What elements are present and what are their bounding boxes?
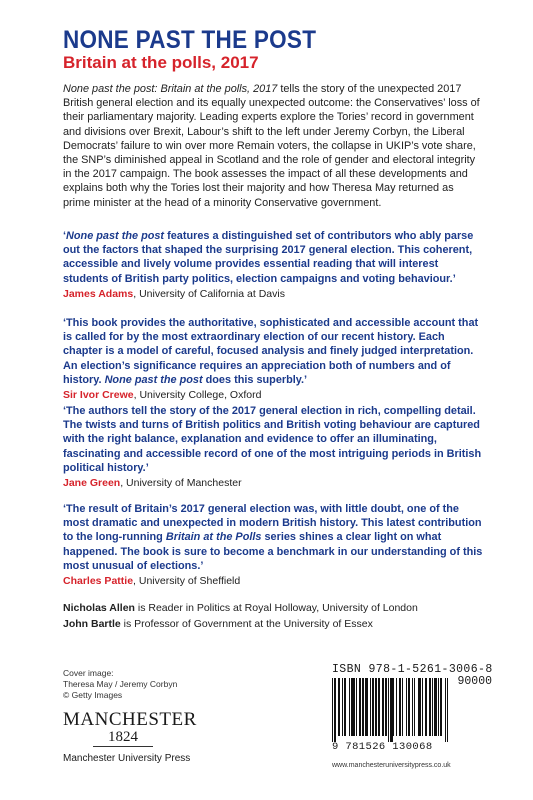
endorser-institution: , University of California at Davis: [133, 287, 285, 300]
quote-text: features a distinguished set of contributors who ably parse out the factors that shaped the surprising 2017 general election. This coherent, accessible and lively volume provides essential reading that will interest students of British party politics, election campaigns and voting behaviour.’: [63, 230, 474, 285]
publisher-name: Manchester University Press: [63, 753, 191, 764]
quote-tail: does this superbly.’: [202, 373, 308, 386]
barcode-number: 9 781526 130068: [332, 741, 433, 753]
quote-attribution: [63, 388, 483, 402]
price-code: 90000: [457, 675, 492, 688]
cover-credit-copyright: © Getty Images: [63, 690, 123, 700]
endorser-institution: , University of Sheffield: [133, 575, 241, 588]
quote-open: ‘: [63, 230, 67, 242]
publisher-logo-name: MANCHESTER: [63, 709, 197, 730]
author-bio-1: [63, 601, 483, 617]
endorser-name: Charles Pattie: [63, 575, 134, 588]
author-description: is Professor of Government at the University of Essex: [120, 617, 373, 630]
endorsement-quote-2: [63, 316, 483, 402]
publisher-logo-year: 1824: [93, 730, 153, 747]
quote-italic: None past the post: [66, 230, 165, 242]
cover-credit-subjects: Theresa May / Jeremy Corbyn: [63, 679, 178, 689]
quote-attribution: [63, 476, 483, 490]
barcode-bar: [447, 678, 448, 742]
book-subtitle: Britain at the polls, 2017: [63, 53, 259, 72]
blurb-text: tells the story of the unexpected 2017 British general election and its equally unexpected outcome: the Conservatives’ loss of their parliamentary majority. Leading experts explore the Tories’ record in government and divisions over Brexit, Labour’s shift to the left under Jeremy Corbyn, the Liberal Democrats’ failure to win over more Remain voters, the collapse in UKIP’s vote share, the SNP’s diminished appeal in Scotland and the role of gender and electoral integrity in the 2017 campaign. The book assesses the impact of all these developments and explains both why the Tories lost their majority and how Theresa May returned as prime minister at the head of a minority Conservative government.: [63, 83, 480, 209]
book-blurb: [63, 82, 483, 210]
endorsement-quote-3: [63, 404, 483, 490]
isbn-text: ISBN 978-1-5261-3006-8: [332, 663, 493, 676]
endorser-institution: , University of Manchester: [120, 477, 242, 490]
endorser-institution: , University College, Oxford: [133, 389, 262, 402]
quote-attribution: [63, 287, 483, 301]
quote-attribution: [63, 574, 483, 588]
endorsement-quote-4: [63, 502, 483, 588]
author-bio-2: [63, 617, 483, 633]
author-name: John Bartle: [63, 617, 121, 630]
quote-text: ‘The result of Britain’s 2017 general election was, with little doubt, one of the most dramatic and unexpected in modern British history. This latest contribution to the long-running: [63, 503, 482, 544]
quote-text: ‘This book provides the authoritative, sophisticated and accessible account that is called for by the most extraordinary election of our recent history. Each chapter is a model of careful, focused analysis and finely judged interpretation. An election’s significance requires an appreciation both of numbers and of history.: [63, 317, 479, 386]
publisher-logo: [63, 709, 197, 764]
quote-italic: None past the post: [104, 373, 203, 386]
author-bios: [63, 601, 483, 632]
cover-credit-label: Cover image:: [63, 668, 114, 678]
endorser-name: Sir Ivor Crewe: [63, 389, 134, 402]
endorser-name: Jane Green: [63, 477, 121, 490]
publisher-website: www.manchesteruniversitypress.co.uk: [332, 762, 451, 769]
book-title: NONE PAST THE POST: [63, 26, 317, 54]
endorser-name: James Adams: [63, 287, 134, 300]
quote-tail: series shines a clear light on what happened. The book is sure to become a benchmark in our understanding of this most unusual of elections.’: [63, 531, 483, 572]
quote-italic: Britain at the Polls: [165, 531, 262, 544]
isbn-barcode: [332, 663, 492, 761]
quote-text: ‘The authors tell the story of the 2017 general election in rich, compelling detail. The twists and turns of British politics and British voting behaviour are captured with the right balance, explanation and evidence to offer an illuminating, fascinating and accessible record of one of the most intriguing periods in British political history.’: [63, 405, 482, 474]
author-description: is Reader in Politics at Royal Holloway, University of London: [134, 602, 418, 614]
endorsement-quote-1: [63, 229, 483, 301]
author-name: Nicholas Allen: [63, 602, 135, 614]
blurb-italic-title: None past the post: Britain at the polls, 2017: [63, 83, 278, 95]
cover-image-credit: [63, 668, 177, 701]
